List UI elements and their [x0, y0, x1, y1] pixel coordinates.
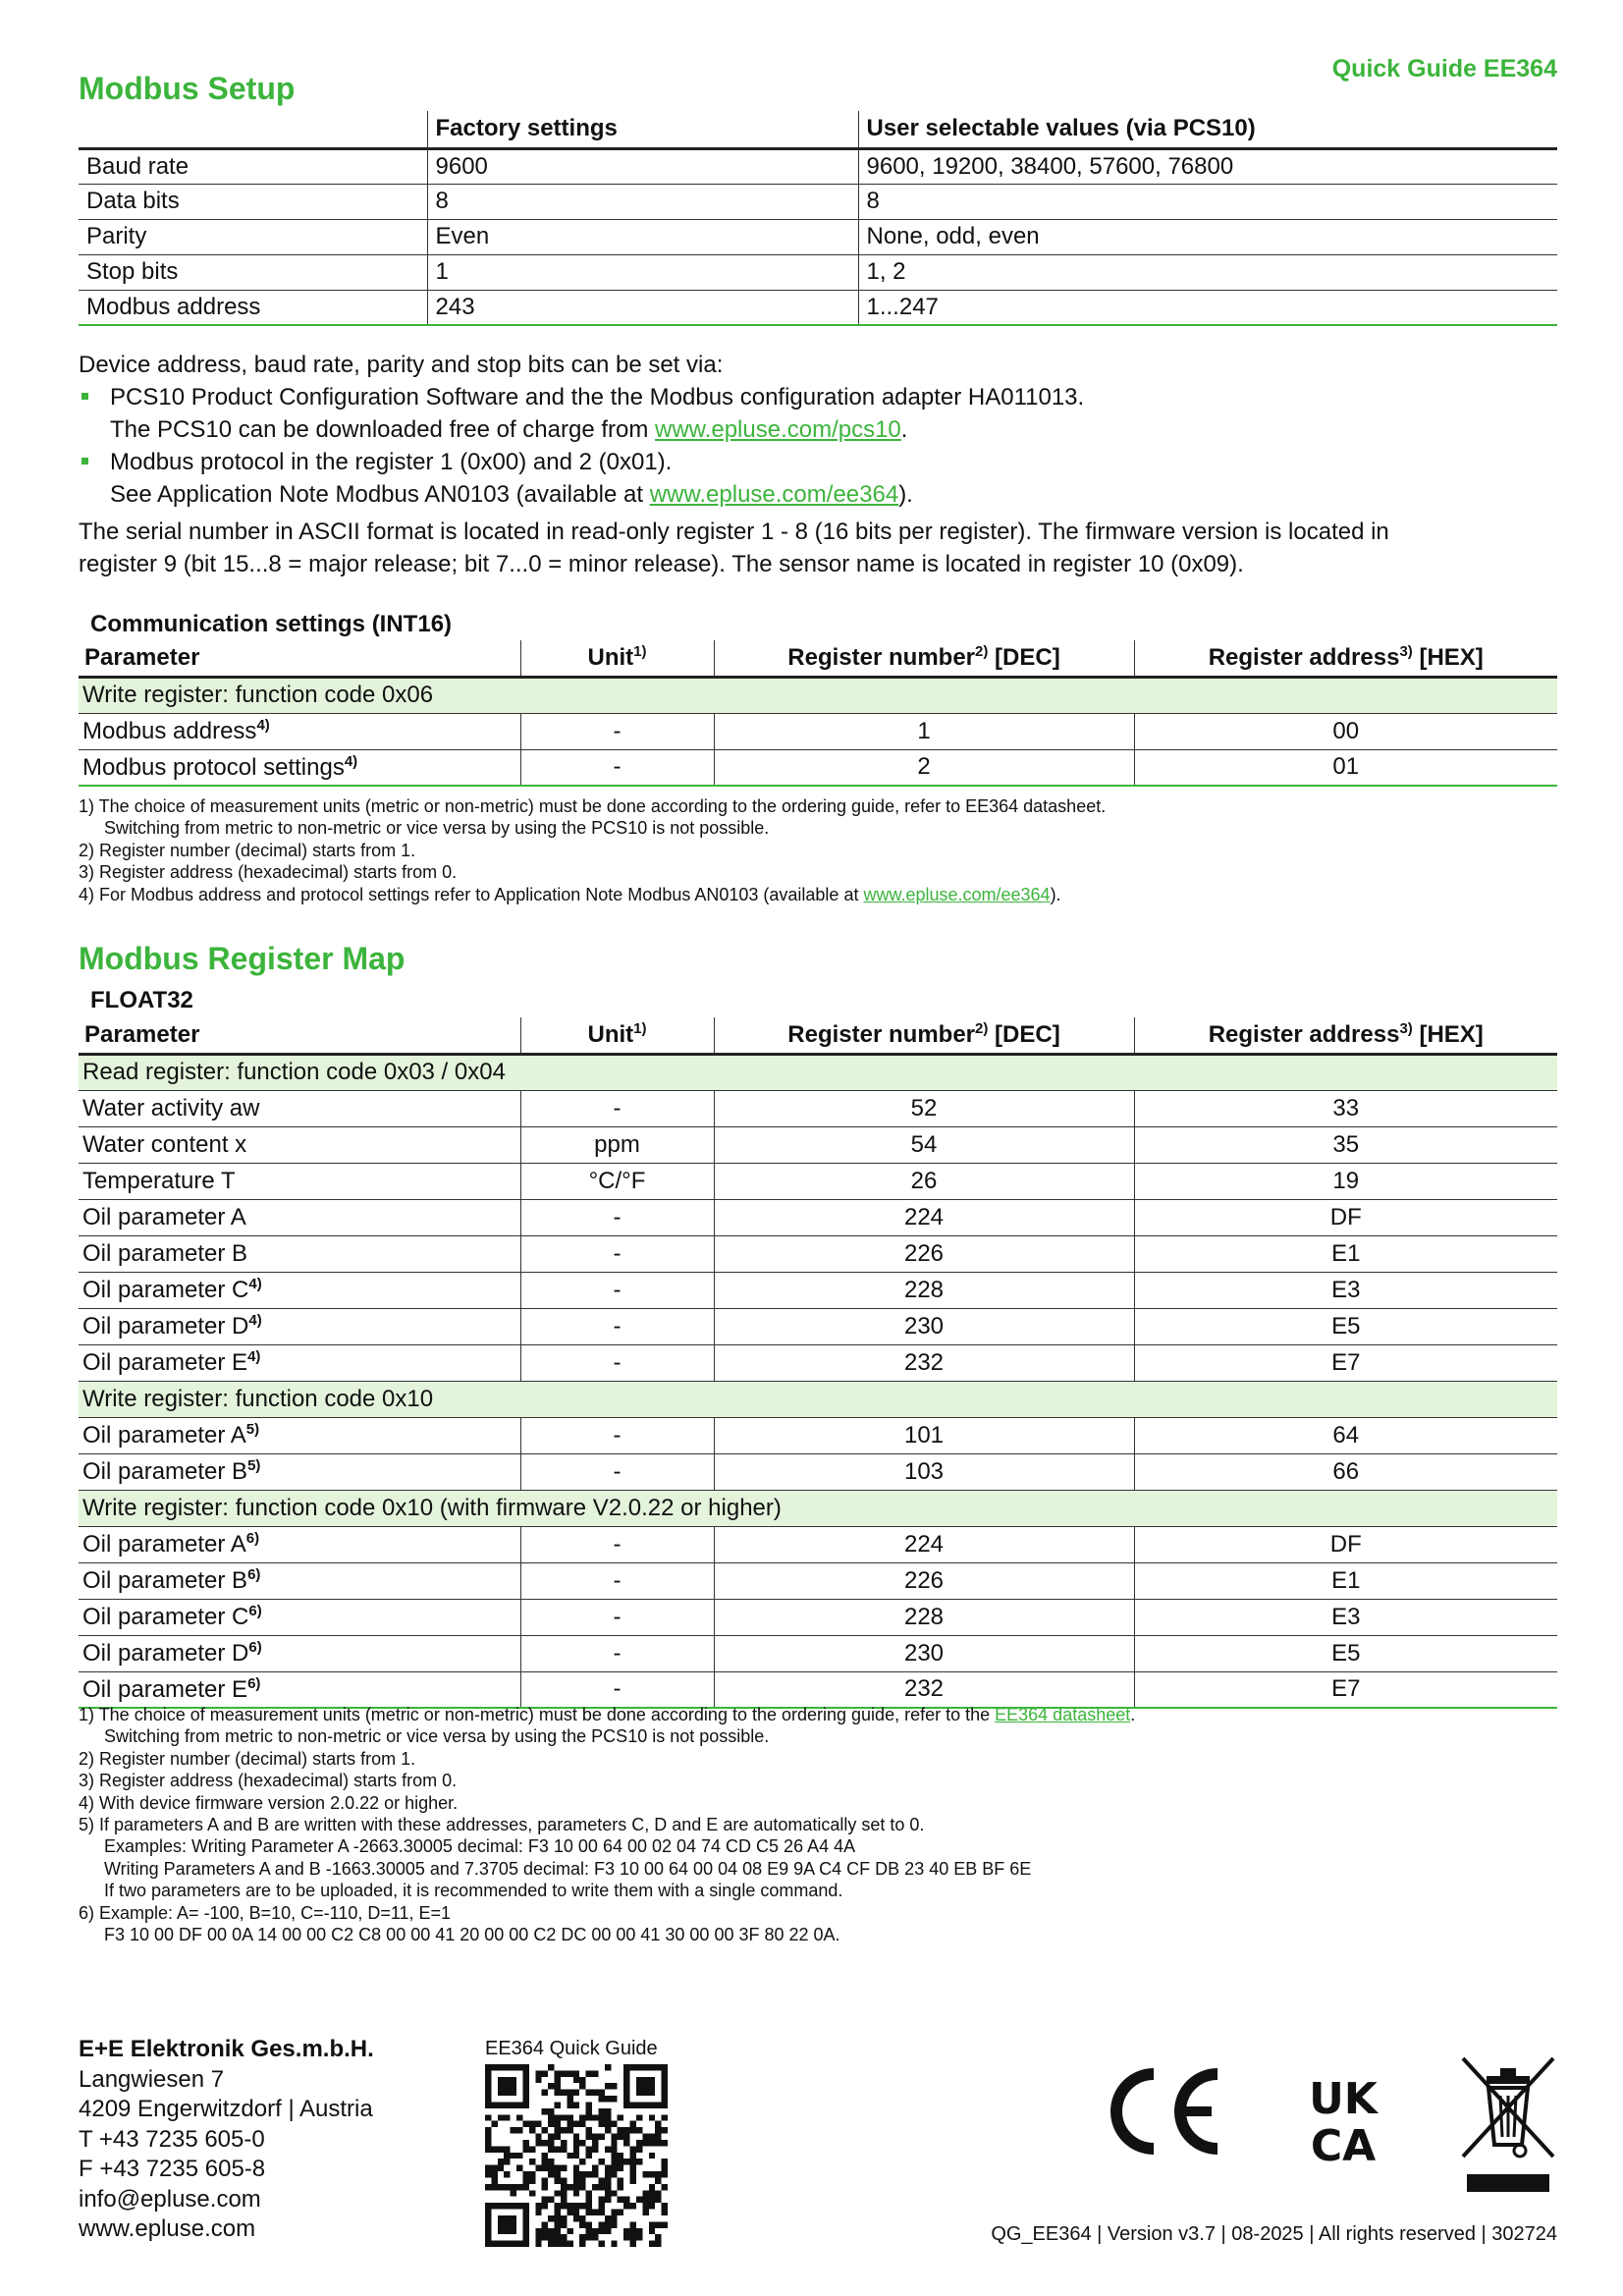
- section-row: [79, 1490, 1557, 1526]
- param-text: Oil parameter E: [82, 1349, 248, 1376]
- table-row: [79, 1344, 1557, 1381]
- table-row: [79, 1599, 1557, 1635]
- table-row: [79, 254, 1557, 290]
- footnote-text: 1) The choice of measurement units (metric or non-metric) must be done according to the ordering guide, refer to the: [79, 1705, 996, 1724]
- param-unit: -: [520, 1453, 714, 1490]
- param-unit: -: [520, 1671, 714, 1708]
- param-text: Water activity aw: [82, 1094, 260, 1121]
- setup-factory: Even: [427, 219, 858, 254]
- param-regaddr: 19: [1134, 1163, 1557, 1199]
- param-text: Oil parameter D: [82, 1640, 249, 1667]
- param-name: [79, 1635, 520, 1671]
- footnote-ref: 4): [248, 1276, 262, 1292]
- footnote-ref: 6): [248, 1639, 262, 1656]
- weee-bin-icon: [1457, 2054, 1559, 2194]
- param-name: [79, 1090, 520, 1126]
- version-info: QG_EE364 | Version v3.7 | 08-2025 | All rights reserved | 302724: [991, 2223, 1557, 2245]
- param-regnum: 226: [714, 1235, 1134, 1272]
- footnote-ref: 1): [633, 643, 647, 661]
- param-name: [79, 713, 520, 749]
- header-parameter: Parameter: [79, 1017, 520, 1054]
- footnote-ref: 5): [247, 1457, 261, 1474]
- footnote: 5) If parameters A and B are written with these addresses, parameters C, D and E are automatically set to 0.: [79, 1815, 925, 1835]
- param-regaddr: E1: [1134, 1562, 1557, 1599]
- table-row: [79, 1163, 1557, 1199]
- footnote-ref: 6): [245, 1530, 260, 1547]
- header-regnum: [714, 640, 1134, 677]
- ukca-mark-icon: [1298, 2074, 1388, 2164]
- header-cell-empty: [79, 111, 427, 148]
- modbus-setup-table: [79, 111, 1557, 326]
- fax: F +43 7235 605-8: [79, 2156, 266, 2182]
- param-unit: -: [520, 1526, 714, 1562]
- param-regnum: 1: [714, 713, 1134, 749]
- bullet-text-part: ).: [898, 481, 913, 508]
- header-regaddr: [1134, 640, 1557, 677]
- ukca-bottom-text: CA: [1310, 2121, 1377, 2164]
- param-regaddr: E7: [1134, 1344, 1557, 1381]
- param-regaddr: 64: [1134, 1417, 1557, 1453]
- address-street: Langwiesen 7: [79, 2065, 225, 2093]
- ee364-link[interactable]: www.epluse.com/ee364: [863, 884, 1051, 904]
- param-unit: -: [520, 1562, 714, 1599]
- table-row: [79, 1090, 1557, 1126]
- param-name: [79, 1126, 520, 1163]
- footnote-ref: 3): [1399, 1020, 1413, 1038]
- phone: T +43 7235 605-0: [79, 2125, 265, 2153]
- qr-code-icon[interactable]: [485, 2064, 668, 2247]
- header-parameter: Parameter: [79, 640, 520, 677]
- header-cell-user-values: User selectable values (via PCS10): [858, 111, 1557, 148]
- footnote: F3 10 00 DF 00 0A 14 00 00 C2 C8 00 00 41 20 00 00 C2 DC 00 00 41 30 00 00 3F 80 22 0A.: [104, 1925, 840, 1945]
- param-regaddr: 66: [1134, 1453, 1557, 1490]
- company-name: E+E Elektronik Ges.m.b.H.: [79, 2036, 374, 2062]
- website[interactable]: www.epluse.com: [79, 2215, 256, 2242]
- footnote: 1) The choice of measurement units (metric or non-metric) must be done according to the ordering guide, refer to EE364 datasheet.: [79, 796, 1107, 816]
- header-text: Unit: [587, 1021, 634, 1049]
- param-text: Oil parameter A: [82, 1531, 246, 1558]
- intro-lead: Device address, baud rate, parity and stop bits can be set via:: [79, 352, 724, 378]
- footnote: 2) Register number (decimal) starts from 1.: [79, 840, 416, 860]
- ee364-link[interactable]: www.epluse.com/ee364: [649, 481, 899, 508]
- pcs10-link[interactable]: www.epluse.com/pcs10: [655, 416, 901, 443]
- param-text: Oil parameter B: [82, 1458, 248, 1485]
- header-text: Register number: [787, 1021, 976, 1049]
- param-name: [79, 1671, 520, 1708]
- param-regnum: 228: [714, 1272, 1134, 1308]
- param-regaddr: DF: [1134, 1526, 1557, 1562]
- param-name: [79, 1163, 520, 1199]
- param-name: [79, 749, 520, 786]
- param-unit: -: [520, 1199, 714, 1235]
- address-city: 4209 Engerwitzdorf | Austria: [79, 2096, 373, 2122]
- footnote: Examples: Writing Parameter A -2663.30005 decimal: F3 10 00 64 00 02 04 74 CD C5 26 A4 4A: [104, 1836, 856, 1857]
- footnote-ref: 4): [344, 752, 358, 770]
- table-row: [79, 1235, 1557, 1272]
- param-regnum: 52: [714, 1090, 1134, 1126]
- setup-param: Stop bits: [79, 254, 427, 290]
- param-regaddr: E5: [1134, 1308, 1557, 1344]
- company-address: [79, 2035, 374, 2245]
- setup-param: Parity: [79, 219, 427, 254]
- param-regnum: 54: [714, 1126, 1134, 1163]
- footnote-ref: 4): [248, 1312, 262, 1329]
- param-text: Oil parameter B: [82, 1567, 248, 1594]
- param-name: [79, 1308, 520, 1344]
- table-row: [79, 1671, 1557, 1708]
- param-regnum: 226: [714, 1562, 1134, 1599]
- table-row: [79, 1272, 1557, 1308]
- table-row: [79, 1126, 1557, 1163]
- footnote-ref: 4): [256, 717, 270, 734]
- comm-settings-table: [79, 640, 1557, 787]
- table-row: [79, 1453, 1557, 1490]
- table-header-row: [79, 640, 1557, 677]
- setup-factory: 8: [427, 184, 858, 219]
- table-row: [79, 1417, 1557, 1453]
- table-row: [79, 713, 1557, 749]
- guide-title: Quick Guide EE364: [1331, 55, 1557, 82]
- footnote-ref: 1): [633, 1020, 647, 1038]
- header-unit: [520, 1017, 714, 1054]
- table-row: [79, 148, 1557, 184]
- footnote: 3) Register address (hexadecimal) starts from 0.: [79, 862, 458, 883]
- modbus-setup-title: Modbus Setup: [79, 71, 296, 106]
- param-name: [79, 1526, 520, 1562]
- setup-user: None, odd, even: [858, 219, 1557, 254]
- param-unit: -: [520, 1344, 714, 1381]
- footnote-ref: 3): [1399, 643, 1413, 661]
- map-footnotes: [79, 1704, 1551, 1945]
- comm-footnotes: [79, 795, 1551, 905]
- table-row: [79, 184, 1557, 219]
- table-row: [79, 1199, 1557, 1235]
- param-unit: °C/°F: [520, 1163, 714, 1199]
- param-unit: -: [520, 1635, 714, 1671]
- param-text: Oil parameter D: [82, 1313, 249, 1339]
- param-unit: -: [520, 1308, 714, 1344]
- param-regnum: 103: [714, 1453, 1134, 1490]
- param-regaddr: 33: [1134, 1090, 1557, 1126]
- footnote-ref: 6): [247, 1674, 261, 1692]
- register-map-body: [79, 1054, 1557, 1708]
- param-regnum: 228: [714, 1599, 1134, 1635]
- float32-caption: FLOAT32: [90, 987, 193, 1013]
- section-row: [79, 1381, 1557, 1417]
- header-text: [HEX]: [1412, 644, 1484, 672]
- param-regnum: 230: [714, 1635, 1134, 1671]
- param-text: Oil parameter C: [82, 1604, 249, 1630]
- section-row: [79, 1054, 1557, 1090]
- setup-param: Modbus address: [79, 290, 427, 325]
- param-text: Oil parameter A: [82, 1422, 246, 1449]
- table-row: [79, 219, 1557, 254]
- bullet-square-icon: [81, 393, 88, 400]
- footnote: Switching from metric to non-metric or vice versa by using the PCS10 is not possible.: [104, 1726, 770, 1747]
- bullet-text: Modbus protocol in the register 1 (0x00) and 2 (0x01).: [110, 449, 673, 475]
- footnote: Switching from metric to non-metric or vice versa by using the PCS10 is not possible.: [104, 818, 770, 839]
- serial-text: register 9 (bit 15...8 = major release; bit 7...0 = minor release). The sensor name is located in register 10 (0x09).: [79, 551, 1244, 577]
- bullet-text-part: See Application Note Modbus AN0103 (available at: [110, 481, 650, 508]
- header-unit: [520, 640, 714, 677]
- table-row: [79, 1526, 1557, 1562]
- bullet-square-icon: [81, 458, 88, 465]
- qr-label: EE364 Quick Guide: [485, 2038, 658, 2059]
- section-label: Write register: function code 0x10: [79, 1381, 1557, 1417]
- param-regaddr: E7: [1134, 1671, 1557, 1708]
- setup-param: Data bits: [79, 184, 427, 219]
- header-text: [DEC]: [988, 644, 1060, 672]
- param-regaddr: E5: [1134, 1635, 1557, 1671]
- email[interactable]: info@epluse.com: [79, 2185, 261, 2213]
- param-name: [79, 1344, 520, 1381]
- footnote-text: ).: [1050, 884, 1061, 904]
- setup-param: Baud rate: [79, 148, 427, 184]
- table-row: [79, 1635, 1557, 1671]
- footnote-ref: 2): [975, 1020, 989, 1038]
- setup-user: 1, 2: [858, 254, 1557, 290]
- footnote: If two parameters are to be uploaded, it is recommended to write them with a single command.: [104, 1881, 843, 1901]
- table-row: [79, 1562, 1557, 1599]
- param-regaddr: 00: [1134, 713, 1557, 749]
- param-regaddr: 35: [1134, 1126, 1557, 1163]
- comm-caption: Communication settings (INT16): [90, 611, 453, 637]
- header-regnum: [714, 1017, 1134, 1054]
- param-name: [79, 1599, 520, 1635]
- section-row: [79, 677, 1557, 713]
- intro-section: [79, 349, 1571, 580]
- table-row: [79, 290, 1557, 325]
- param-regaddr: E3: [1134, 1599, 1557, 1635]
- bullet-item: [79, 381, 1571, 446]
- register-map-table: [79, 1017, 1557, 1709]
- register-map-title: Modbus Register Map: [79, 941, 406, 976]
- param-name: [79, 1417, 520, 1453]
- param-unit: -: [520, 713, 714, 749]
- param-text: Temperature T: [82, 1167, 236, 1194]
- bullet-text-part: .: [900, 416, 908, 443]
- param-regnum: 2: [714, 749, 1134, 786]
- param-unit: ppm: [520, 1126, 714, 1163]
- param-text: Oil parameter E: [82, 1675, 248, 1703]
- param-name: [79, 1272, 520, 1308]
- footnote: 3) Register address (hexadecimal) starts from 0.: [79, 1771, 458, 1791]
- param-name: [79, 1199, 520, 1235]
- param-regnum: 232: [714, 1671, 1134, 1708]
- footnote: [79, 1704, 1551, 1725]
- footnote: 2) Register number (decimal) starts from 1.: [79, 1748, 416, 1769]
- param-text: Oil parameter C: [82, 1277, 249, 1303]
- setup-user: 9600, 19200, 38400, 57600, 76800: [858, 148, 1557, 184]
- header-text: Register address: [1208, 644, 1400, 672]
- param-text: Oil parameter B: [82, 1239, 248, 1267]
- param-text: Water content x: [82, 1130, 247, 1158]
- setup-factory: 243: [427, 290, 858, 325]
- param-regnum: 101: [714, 1417, 1134, 1453]
- serial-text: The serial number in ASCII format is located in read-only register 1 - 8 (16 bits per register). The firmware version is located in: [79, 519, 1389, 545]
- param-text: Oil parameter A: [82, 1203, 246, 1230]
- table-header-row: [79, 111, 1557, 148]
- header-cell-factory: Factory settings: [427, 111, 858, 148]
- table-header-row: [79, 1017, 1557, 1054]
- section-label: Write register: function code 0x06: [79, 677, 1557, 713]
- param-unit: -: [520, 1235, 714, 1272]
- footnote-ref: 4): [247, 1348, 261, 1365]
- bullet-item: [79, 446, 1571, 511]
- param-regaddr: DF: [1134, 1199, 1557, 1235]
- header-regaddr: [1134, 1017, 1557, 1054]
- setup-user: 1...247: [858, 290, 1557, 325]
- bullet-text: [110, 413, 1571, 446]
- footnote-text: .: [1130, 1705, 1136, 1724]
- footnote-text: 4) For Modbus address and protocol settings refer to Application Note Modbus AN0103 (available at: [79, 884, 864, 904]
- table-row: [79, 749, 1557, 786]
- footnote: Writing Parameters A and B -1663.30005 and 7.3705 decimal: F3 10 00 64 00 04 08 E9 9A C4 CF DB 23 40 EB BF 6E: [104, 1858, 1032, 1879]
- footnote-ref: 2): [975, 643, 989, 661]
- footnote: 6) Example: A= -100, B=10, C=-110, D=11, E=1: [79, 1902, 452, 1923]
- footnote-ref: 6): [248, 1603, 262, 1619]
- section-label: Write register: function code 0x10 (with firmware V2.0.22 or higher): [79, 1490, 1557, 1526]
- param-name: [79, 1235, 520, 1272]
- setup-factory: 9600: [427, 148, 858, 184]
- ce-mark-icon: [1100, 2062, 1227, 2160]
- header-text: [HEX]: [1412, 1021, 1484, 1049]
- param-regnum: 232: [714, 1344, 1134, 1381]
- bullet-text: PCS10 Product Configuration Software and the the Modbus configuration adapter HA011013.: [110, 384, 1085, 410]
- param-name: [79, 1453, 520, 1490]
- param-unit: -: [520, 1417, 714, 1453]
- param-regnum: 224: [714, 1526, 1134, 1562]
- ukca-top-text: UK: [1309, 2074, 1378, 2124]
- footnote-ref: 6): [247, 1566, 261, 1583]
- param-regnum: 224: [714, 1199, 1134, 1235]
- param-unit: -: [520, 1090, 714, 1126]
- param-text: Modbus protocol settings: [82, 753, 345, 781]
- setup-factory: 1: [427, 254, 858, 290]
- param-name: [79, 1562, 520, 1599]
- header-text: [DEC]: [988, 1021, 1060, 1049]
- param-regnum: 26: [714, 1163, 1134, 1199]
- footnote: 4) With device firmware version 2.0.22 or higher.: [79, 1792, 459, 1813]
- header-text: Register number: [787, 644, 976, 672]
- header-text: Register address: [1208, 1021, 1400, 1049]
- section-label: Read register: function code 0x03 / 0x04: [79, 1054, 1557, 1090]
- param-unit: -: [520, 1272, 714, 1308]
- table-row: [79, 1308, 1557, 1344]
- setup-user: 8: [858, 184, 1557, 219]
- param-unit: -: [520, 749, 714, 786]
- param-regaddr: E1: [1134, 1235, 1557, 1272]
- param-text: Modbus address: [82, 718, 257, 744]
- header-text: Unit: [587, 644, 634, 672]
- param-unit: -: [520, 1599, 714, 1635]
- datasheet-link[interactable]: EE364 datasheet: [995, 1705, 1131, 1724]
- param-regaddr: E3: [1134, 1272, 1557, 1308]
- param-regaddr: 01: [1134, 749, 1557, 786]
- footnote-ref: 5): [245, 1421, 260, 1438]
- bullet-text: [110, 478, 1571, 511]
- bullet-text-part: The PCS10 can be downloaded free of charge from: [110, 416, 655, 443]
- footnote: [79, 884, 1551, 905]
- param-regnum: 230: [714, 1308, 1134, 1344]
